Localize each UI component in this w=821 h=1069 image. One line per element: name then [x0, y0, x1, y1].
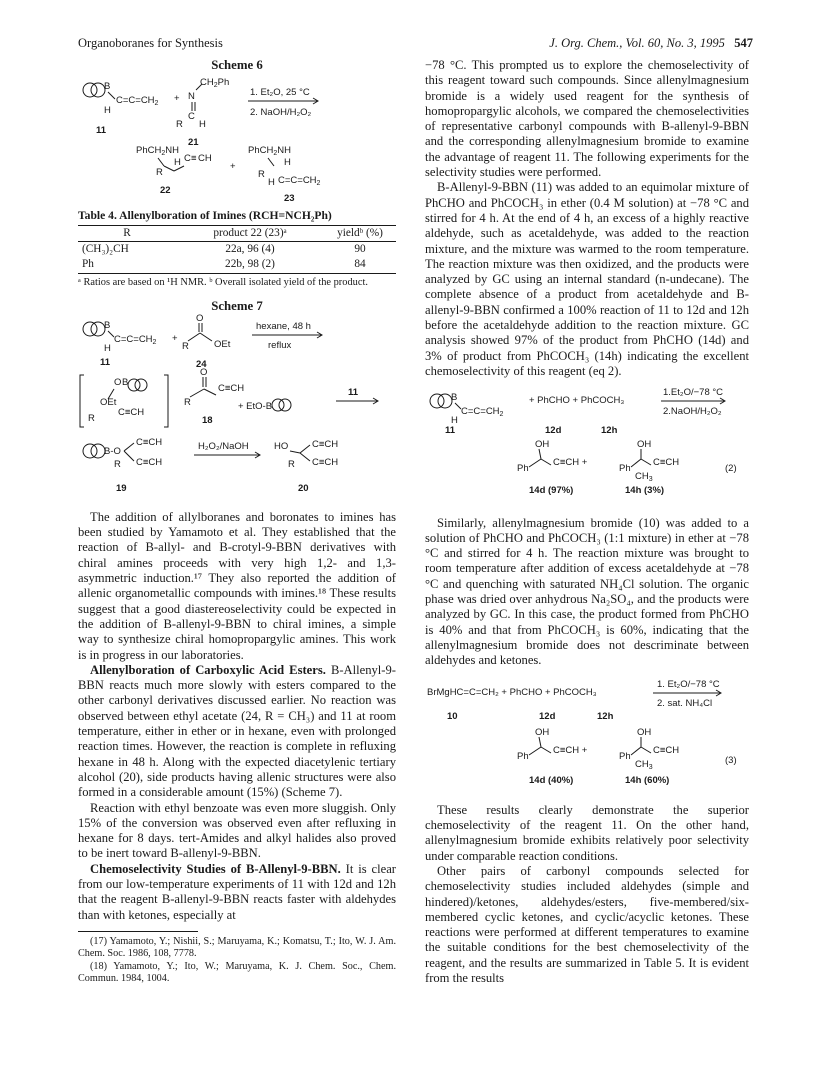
eq2-label: 12d	[545, 425, 562, 437]
svg-text:H: H	[451, 415, 458, 427]
svg-text:C=C=CH2: $C=C=CH_2$	[461, 406, 504, 419]
svg-text:C≡CH: C≡CH	[312, 456, 339, 468]
svg-text:19: 19	[116, 482, 127, 494]
eq3-product-1: 14d (40%)	[529, 774, 574, 786]
reference-18: (18) Yamamoto, Y.; Ito, W.; Maruyama, K. J. Chem. Soc., Chem. Commun. 1984, 1004.	[78, 960, 396, 985]
scheme7-diagram	[78, 312, 396, 500]
svg-text:C=C=CH2: $C=C=CH_2$	[278, 175, 321, 188]
svg-text:CH3: $CH_3$	[635, 758, 653, 771]
svg-text:OEt: OEt	[214, 338, 231, 350]
eq3-cond-top: 1. Et₂O/−78 °C	[657, 678, 720, 690]
svg-text:H: H	[174, 157, 181, 169]
right-paragraph-3: Similarly, allenylmagnesium bromide (10) was added to a solution of PhCHO and PhCOCH₃ (1:1 mixture) in ether at −78 °C and stirred for 4 h. The reaction mixture was brought to room temperature after addition of excess acetaldehyde at −78 °C and quenching with saturated NH₄Cl solution. The organic phase was dried over anhydrous Na₂SO₄, and the products were analyzed by GC. In this case, the product formed from PhCHO is 40% and that from PhCOCH₃ is 60%, indicating that the allenylmagnesium bromide does not descriminate between aldehydes and ketones.	[425, 515, 749, 668]
svg-text:R: R	[182, 340, 189, 352]
eq3-label: 10	[447, 710, 458, 722]
eq3-cond-bottom: 2. sat. NH₄Cl	[657, 697, 713, 709]
svg-text:C: C	[184, 153, 191, 165]
svg-text:C=C=CH2: $C=C=CH_2$	[114, 333, 157, 346]
svg-text:OH: OH	[535, 726, 550, 738]
eq2-product-2: 14h (3%)	[625, 485, 665, 497]
left-paragraph-4: It is clear from our low-temperature experiments of 11 with 12d and 12h that the reagent B-allenyl-9-BBN reacts faster with aldehydes than with ketones, especially at	[78, 861, 396, 922]
eq2-number: (2)	[725, 463, 737, 475]
table4-cell: 22b, 98 (2)	[225, 258, 275, 271]
left-paragraph-1: The addition of allylboranes and boronates to imines has been studied by Yamamoto et al. They established that the reaction of B-allyl- and B-crotyl-9-BBN derivatives with chiral amines proceeds with very high 1,2- and 1,3-asymmetric induction.¹⁷ They also reported the addition of allenic organometallic compounds with imines.¹⁸ These results suggest that a good diastereoselectivity could be expected in the addition of B-allenyl-9-BBN to chiral imines, a simple way to synthesize chiral homopropargylic amines. This work is in progress in our laboratories.	[78, 509, 396, 662]
svg-text:≡: ≡	[191, 153, 197, 165]
svg-text:+: +	[172, 332, 178, 344]
table4-header: product 22 (23)ᵃ	[213, 226, 287, 239]
svg-text:11: 11	[348, 386, 359, 398]
table4-cell: 84	[354, 258, 366, 271]
svg-text:C≡CH: C≡CH	[653, 744, 680, 756]
left-paragraph-2: B-Allenyl-9-BBN reacts much more slowly with esters compared to the other carbonyl derivatives discussed earlier. No reaction was observed between ethyl acetate (24, R = CH₃) and 11 at room temperature, either in ether or in hexane, even with prolonged reaction times. However, the reaction is complete in refluxing hexane in 48 h. Along with the expected diacetylenic tertiary alcohol (20), side products having allenic structures were also formed in a considerable amount (15%) (Scheme 7).	[78, 662, 396, 800]
svg-text:B: B	[104, 81, 111, 93]
eq2-label: 12h	[601, 425, 618, 437]
svg-text:H: H	[104, 105, 111, 117]
svg-text:H: H	[199, 119, 206, 131]
svg-text:H: H	[284, 157, 291, 169]
scheme6-cond-bottom: 2. NaOH/H₂O₂	[250, 107, 312, 119]
eq2-cond-top: 1.Et₂O/−78 °C	[663, 387, 724, 399]
equation-2	[425, 387, 749, 497]
table-row	[78, 242, 396, 257]
section-heading-chemoselectivity: Chemoselectivity Studies of B-Allenyl-9-BBN.	[90, 861, 341, 876]
svg-text:C≡CH +: C≡CH +	[553, 457, 588, 469]
svg-text:Ph: Ph	[517, 463, 529, 475]
svg-text:Ph: Ph	[619, 463, 631, 475]
svg-text:18: 18	[202, 414, 213, 426]
svg-text:20: 20	[298, 482, 309, 494]
scheme6-title: Scheme 6	[211, 58, 263, 72]
svg-text:11: 11	[100, 356, 111, 368]
svg-text:C≡CH +: C≡CH +	[553, 744, 588, 756]
svg-text:C≡CH: C≡CH	[218, 382, 245, 394]
table4-header: R	[123, 226, 131, 239]
table4-cell: Ph	[82, 258, 94, 271]
left-paragraph-3: Reaction with ethyl benzoate was even more sluggish. Only 15% of the conversion was observed even after refluxing in hexane for 8 days. tert-Amides and alkyl halides also proved to be inert toward B-allenyl-9-BBN.	[78, 800, 396, 861]
svg-text:H: H	[104, 342, 111, 354]
scheme7-cond-bottom: reflux	[268, 339, 292, 351]
table4-cell: (CH₃)₂CH	[82, 243, 129, 256]
table4-footnote: ᵃ Ratios are based on ¹H NMR. ᵇ Overall isolated yield of the product.	[78, 276, 368, 288]
eq3-label: 12h	[597, 710, 614, 722]
svg-text:B-O: B-O	[104, 445, 121, 457]
svg-text:B: B	[451, 392, 458, 404]
svg-text:PhCH2NH: PhCH$_2$NH	[136, 145, 179, 158]
svg-text:N: N	[188, 91, 195, 103]
svg-text:CH: CH	[198, 153, 212, 165]
svg-text:B: B	[122, 376, 129, 388]
svg-text:B: B	[104, 319, 111, 331]
right-paragraph-5: Other pairs of carbonyl compounds selected for chemoselectivity studies included aldehydes (simple and hindered)/ketones, aldehydes/esters, five-membered/six-membered cyclic ketones, and cyclic/acyclic ketones. These reactions were performed at different temperatures to examine the suitable conditions for the best chemoselectivity of the reagent, and the results are summarized in Table 5. It is evident from the results	[425, 863, 749, 986]
equation-3	[425, 679, 749, 787]
eq2-cond-bottom: 2.NaOH/H₂O₂	[663, 406, 722, 418]
section-heading-esters: Allenylboration of Carboxylic Acid Esters.	[90, 662, 326, 677]
eq3-label: 12d	[539, 710, 556, 722]
svg-text:H: H	[268, 177, 275, 189]
svg-text:Ph: Ph	[619, 750, 631, 762]
svg-text:C≡CH: C≡CH	[118, 406, 145, 418]
svg-text:C: C	[188, 111, 195, 123]
eq3-product-2: 14h (60%)	[625, 774, 670, 786]
svg-text:R: R	[156, 167, 163, 179]
eq3-number: (3)	[725, 754, 737, 766]
svg-text:O: O	[196, 312, 204, 324]
svg-text:24: 24	[196, 358, 207, 370]
eq2-product-1: 14d (97%)	[529, 485, 574, 497]
journal-citation	[549, 36, 753, 51]
running-title: Organoboranes for Synthesis	[78, 36, 223, 50]
svg-text:R: R	[114, 458, 121, 470]
table-row	[78, 257, 396, 272]
table4-header: yieldᵇ (%)	[337, 226, 383, 239]
table4-cell: 90	[354, 243, 366, 256]
left-column	[78, 58, 396, 986]
scheme6-diagram	[78, 73, 396, 205]
svg-text:+: +	[230, 161, 236, 173]
svg-text:11: 11	[96, 125, 107, 137]
svg-text:CH3: $CH_3$	[635, 471, 653, 484]
svg-text:R: R	[176, 119, 183, 131]
svg-text:C≡CH: C≡CH	[653, 457, 680, 469]
svg-text:PhCH2NH: PhCH$_2$NH	[248, 145, 291, 158]
svg-text:+: +	[174, 93, 180, 105]
right-column	[425, 58, 749, 986]
svg-text:R: R	[88, 412, 95, 424]
scheme7-title: Scheme 7	[211, 299, 263, 314]
svg-text:C≡CH: C≡CH	[136, 456, 163, 468]
right-paragraph-4: These results clearly demonstrate the superior chemoselectivity of the reagent 11. On the other hand, allenylmagnesium bromide exhibits relatively poor selectivity under comparable reaction conditions.	[425, 802, 749, 863]
svg-text:OEt: OEt	[100, 396, 117, 408]
svg-text:C≡CH: C≡CH	[312, 438, 339, 450]
right-paragraph-2: B-Allenyl-9-BBN (11) was added to an equimolar mixture of PhCHO and PhCOCH₃ in ether (0.4 M solution) at −78 °C and stirred for 4 h. At the end of 4 h, an excess of a highly reactive aldehyde, such as acetaldehyde, was added to the reaction mixture, and the mixture was warmed to the room temperature. The reaction mixture was then oxidized, and the products were analyzed by GC using an internal standard (n-undecane). The complete absence of a product from acetaldehyde and B-allenyl-9-BBN confirmed a 100% reaction of 11 to 12d and 12h before the acetaldehyde addition to the reaction mixture. GC analysis showed 97% of the product from PhCHO (14d) and 3% of product from PhCOCH₃ (14h) indicating the excellent chemoselectivity of this reagent (eq 2).	[425, 180, 749, 378]
svg-text:+ EtO-B: + EtO-B	[238, 400, 273, 412]
svg-text:O: O	[200, 366, 208, 378]
svg-text:R: R	[258, 169, 265, 181]
svg-text:21: 21	[188, 137, 199, 149]
svg-text:CH2Ph: $CH_2Ph$	[200, 77, 230, 90]
svg-text:HO: HO	[274, 440, 289, 452]
svg-text:R: R	[288, 458, 295, 470]
scheme7-oxidation: H₂O₂/NaOH	[198, 440, 249, 452]
svg-text:C=C=CH2: $C=C=CH_2$	[116, 95, 159, 108]
table4-cell: 22a, 96 (4)	[225, 243, 275, 256]
svg-text:C≡CH: C≡CH	[136, 436, 163, 448]
svg-text:O: O	[114, 376, 122, 388]
journal-name: J. Org. Chem., Vol. 60, No. 3, 1995	[549, 36, 725, 50]
svg-text:R: R	[184, 396, 191, 408]
page-number: 547	[734, 36, 753, 50]
table4	[78, 226, 396, 273]
svg-text:OH: OH	[637, 726, 652, 738]
table4-header-row	[78, 226, 396, 241]
svg-text:OH: OH	[535, 439, 550, 451]
table4-caption: Table 4. Allenylboration of Imines (RCH=NCH₂Ph)	[78, 208, 332, 222]
scheme7-cond-top: hexane, 48 h	[256, 320, 311, 332]
eq2-reagents: + PhCHO + PhCOCH₃	[529, 395, 625, 407]
right-paragraph-1: −78 °C. This prompted us to explore the chemoselectivity of this reagent toward such compounds. Since allenylmagnesium bromide is a widely used reagent for the synthesis of homopropargylic alcohols, we compared the chemoselectivities of representative carbonyl compounds with B-allenyl-9-BBN and the corresponding allenylmagnesium bromide to examine the advantage of reagent 11. The following experiments for the selectivity studies were performed.	[425, 58, 749, 180]
svg-text:Ph: Ph	[517, 750, 529, 762]
scheme6-cond-top: 1. Et₂O, 25 °C	[250, 87, 310, 99]
svg-text:OH: OH	[637, 439, 652, 451]
reference-17: (17) Yamamoto, Y.; Nishii, S.; Maruyama, K.; Komatsu, T.; Ito, W. J. Am. Chem. Soc. 1986, 108, 7778.	[78, 935, 396, 960]
eq3-reagents: BrMgHC=C=CH₂ + PhCHO + PhCOCH₃	[427, 686, 597, 698]
eq2-label: 11	[445, 425, 456, 437]
svg-text:23: 23	[284, 193, 295, 205]
label-22: 22	[160, 185, 171, 197]
